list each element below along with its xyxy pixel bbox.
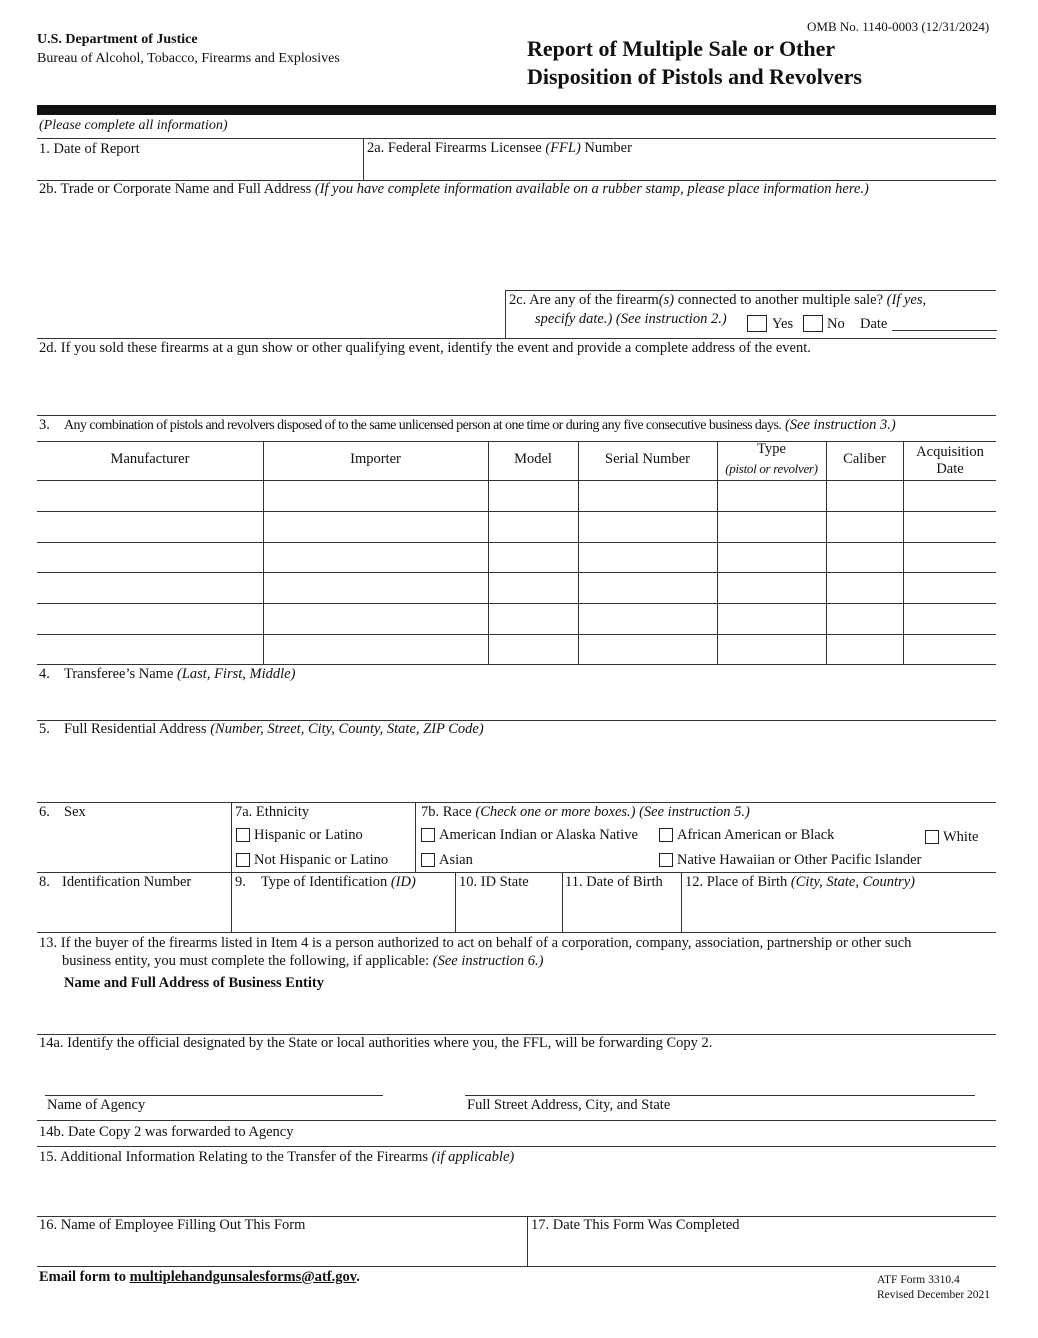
table-row[interactable] — [37, 512, 996, 542]
item-8-label: Identification Number — [62, 874, 192, 890]
date-underline[interactable] — [892, 330, 997, 331]
ffl-number-field[interactable] — [366, 158, 994, 178]
id-type-field[interactable] — [233, 894, 454, 930]
col-model: Model — [514, 451, 552, 467]
item-4-text: Transferee’s Name — [64, 666, 174, 682]
item-6-label: Sex — [64, 804, 86, 820]
race-white-label: White — [943, 829, 979, 845]
col-importer: Importer — [350, 451, 401, 467]
email-prefix: Email form to — [39, 1269, 130, 1285]
item-12-label — [685, 874, 915, 891]
business-entity-field[interactable] — [37, 995, 996, 1031]
yes-label: Yes — [772, 316, 794, 332]
race-aian-checkbox[interactable] — [421, 828, 435, 842]
item-5-number: 5. — [39, 721, 50, 737]
race-asian-checkbox[interactable] — [421, 853, 435, 867]
item-13-text: business entity, you must complete the following, if applicable: — [62, 953, 433, 969]
item-16-label: 16. Name of Employee Filling Out This Form — [39, 1217, 306, 1233]
no-checkbox[interactable] — [803, 315, 823, 332]
race-aian-label: American Indian or Alaska Native — [439, 827, 638, 843]
transferee-name-field[interactable] — [37, 686, 996, 718]
not-hispanic-checkbox[interactable] — [236, 853, 250, 867]
omb-number: OMB No. 1140-0003 (12/31/2024) — [807, 19, 990, 34]
residential-address-field[interactable] — [37, 742, 996, 800]
col-serial-number: Serial Number — [605, 451, 690, 467]
agency-address-label: Full Street Address, City, and State — [467, 1097, 671, 1113]
item-6-number: 6. — [39, 804, 50, 820]
additional-info-field[interactable] — [37, 1170, 996, 1214]
header-rule — [37, 105, 996, 115]
item-2b-text: 2b. Trade or Corporate Name and Full Address — [39, 181, 315, 197]
item-2c-ifyes: (If yes, — [886, 292, 927, 308]
item-15-text: 15. Additional Information Relating to the Transfer of the Firearms — [39, 1149, 432, 1165]
item-9-id: (ID) — [390, 874, 416, 890]
item-13-instr: (See instruction 6.) — [432, 953, 544, 969]
date-of-birth-field[interactable] — [564, 894, 680, 930]
item-3-number: 3. — [39, 417, 50, 433]
yes-checkbox[interactable] — [747, 315, 767, 332]
item-12-note: (City, State, Country) — [790, 874, 915, 890]
item-7b-note: (Check one or more boxes.) (See instruction 5.) — [475, 804, 750, 820]
form-title-line1: Report of Multiple Sale or Other — [527, 36, 836, 61]
item-2b-note: (If you have complete information available on a rubber stamp, please place information here.) — [314, 181, 869, 197]
item-7a-label: 7a. Ethnicity — [235, 804, 310, 820]
table-row[interactable] — [37, 635, 996, 663]
complete-note: (Please complete all information) — [39, 118, 228, 133]
sex-field[interactable] — [37, 824, 229, 870]
item-5-label — [64, 721, 484, 738]
item-13-line1: 13. If the buyer of the firearms listed in Item 4 is a person authorized to act on behalf of a corporation, company, association, partnership or other such — [39, 935, 912, 951]
item-4-label — [64, 666, 295, 683]
form-number: ATF Form 3310.4 — [877, 1274, 960, 1286]
col-type-sub: (pistol or revolver) — [725, 461, 818, 476]
item-3-desc: Any combination of pistols and revolvers disposed of to the same unlicensed person at one time or during any five consecutive business days. — [64, 418, 782, 433]
item-13-line2 — [62, 953, 544, 970]
item-2a-label — [367, 140, 632, 157]
item-1-label: 1. Date of Report — [39, 141, 140, 157]
race-asian-label: Asian — [439, 852, 473, 868]
item-3-text — [64, 417, 896, 434]
item-9-text: Type of Identification — [261, 874, 391, 890]
race-black-checkbox[interactable] — [659, 828, 673, 842]
email-link[interactable]: multiplehandgunsalesforms@atf.gov — [129, 1269, 357, 1285]
date-label: Date — [860, 316, 888, 332]
agency-name-line[interactable] — [45, 1095, 383, 1096]
email-instruction — [39, 1269, 360, 1286]
date-forwarded-field[interactable] — [340, 1122, 995, 1144]
revision-date: Revised December 2021 — [877, 1289, 991, 1301]
race-black-label: African American or Black — [677, 827, 835, 843]
col-type: Type — [757, 441, 786, 457]
id-number-field[interactable] — [37, 894, 229, 930]
business-entity-label: Name and Full Address of Business Entity — [64, 975, 324, 991]
hispanic-checkbox[interactable] — [236, 828, 250, 842]
race-nhpi-checkbox[interactable] — [659, 853, 673, 867]
item-2d-label: 2d. If you sold these firearms at a gun show or other qualifying event, identify the event and provide a complete address of the event. — [39, 340, 811, 356]
completion-date-field[interactable] — [529, 1238, 995, 1264]
item-4-number: 4. — [39, 666, 50, 682]
gun-show-event-field[interactable] — [37, 360, 996, 414]
item-9-label — [261, 874, 416, 891]
item-5-text: Full Residential Address — [64, 721, 207, 737]
item-4-note: (Last, First, Middle) — [177, 666, 296, 682]
col-acquisition-date: Acquisition Date — [916, 444, 984, 477]
id-state-field[interactable] — [457, 894, 561, 930]
item-2a-ffl: (FFL) — [545, 140, 581, 156]
place-of-birth-field[interactable] — [683, 894, 995, 930]
department-name: U.S. Department of Justice — [37, 32, 198, 47]
table-row[interactable] — [37, 573, 996, 603]
item-15-note: (if applicable) — [431, 1149, 515, 1165]
item-7b-text: 7b. Race — [421, 804, 476, 820]
item-2c-question: connected to another multiple sale? — [674, 292, 887, 308]
item-15-label — [39, 1149, 514, 1166]
bureau-name: Bureau of Alcohol, Tobacco, Firearms and Explosives — [37, 51, 340, 66]
trade-name-address-field[interactable] — [37, 200, 996, 290]
item-10-label: 10. ID State — [459, 874, 529, 890]
item-2c-label — [509, 292, 926, 309]
item-3-instr: (See instruction 3.) — [784, 417, 896, 433]
table-row[interactable] — [37, 543, 996, 573]
item-7b-label — [421, 804, 750, 821]
item-2a-text: 2a. Federal Firearms Licensee — [367, 140, 546, 156]
item-2c-specify: specify date.) (See instruction 2.) — [535, 311, 727, 327]
item-12-text: 12. Place of Birth — [685, 874, 791, 890]
item-2b-label — [39, 181, 869, 198]
col-manufacturer: Manufacturer — [110, 451, 190, 467]
not-hispanic-label: Not Hispanic or Latino — [254, 852, 389, 868]
no-label: No — [827, 316, 845, 332]
item-2a-number: Number — [580, 140, 632, 156]
item-14b-label: 14b. Date Copy 2 was forwarded to Agency — [39, 1124, 294, 1140]
item-2c-s: (s) — [658, 292, 675, 308]
hispanic-label: Hispanic or Latino — [254, 827, 363, 843]
form-title-line2: Disposition of Pistols and Revolvers — [527, 64, 862, 89]
table-row[interactable] — [37, 481, 996, 511]
item-9-number: 9. — [235, 874, 246, 890]
item-11-label: 11. Date of Birth — [565, 874, 663, 890]
item-17-label: 17. Date This Form Was Completed — [531, 1217, 740, 1233]
race-nhpi-label: Native Hawaiian or Other Pacific Islander — [677, 852, 922, 868]
item-2c-text: 2c. Are any of the firearm — [509, 292, 659, 308]
email-suffix: . — [356, 1269, 360, 1285]
table-row[interactable] — [37, 604, 996, 634]
agency-name-label: Name of Agency — [47, 1097, 146, 1113]
date-of-report-field[interactable] — [37, 158, 361, 178]
item-14a-label: 14a. Identify the official designated by the State or local authorities where you, the FFL, will be forwarding Copy 2. — [39, 1035, 713, 1051]
employee-name-field[interactable] — [37, 1238, 525, 1264]
item-5-note: (Number, Street, City, County, State, ZIP Code) — [210, 721, 484, 737]
item-8-number: 8. — [39, 874, 50, 890]
col-caliber: Caliber — [843, 451, 886, 467]
race-white-checkbox[interactable] — [925, 830, 939, 844]
agency-address-line[interactable] — [465, 1095, 975, 1096]
